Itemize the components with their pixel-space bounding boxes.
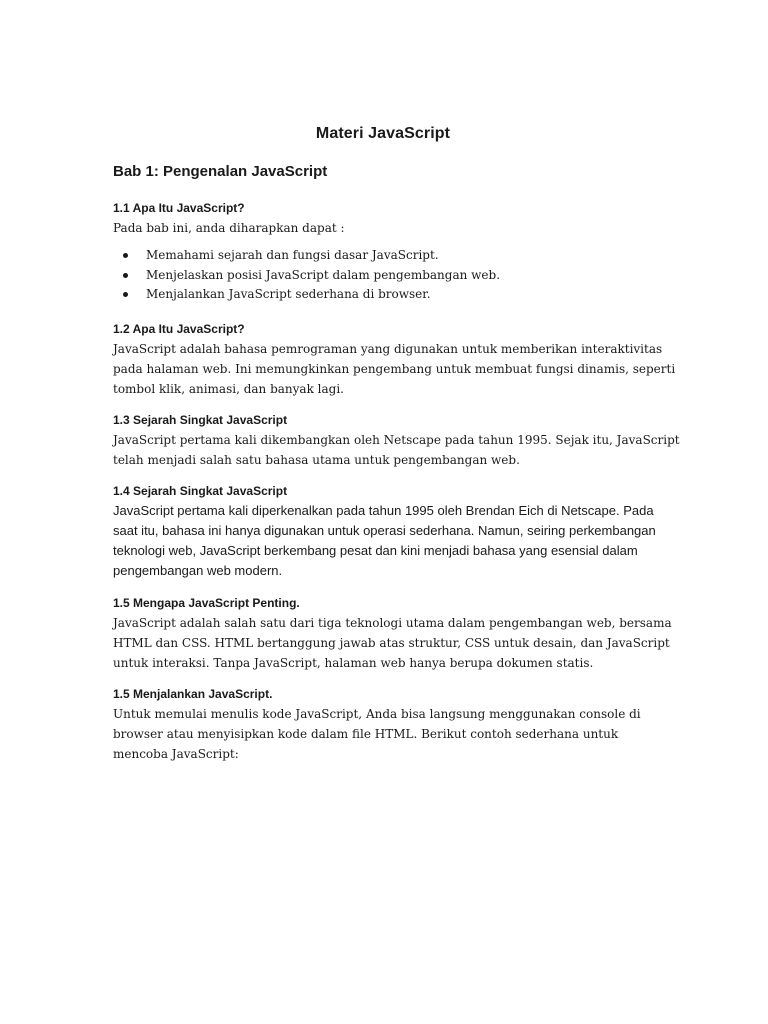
section-1-4 bbox=[113, 481, 658, 581]
paragraph-line: JavaScript pertama kali dikembangkan oleh Netscape pada tahun 1995. Sejak itu, JavaScript bbox=[113, 433, 680, 447]
section-heading: 1.3 Sejarah Singkat JavaScript bbox=[113, 413, 288, 427]
paragraph-line: JavaScript adalah bahasa pemrograman yang digunakan untuk memberikan interaktivitas bbox=[113, 342, 663, 356]
paragraph-line: JavaScript adalah salah satu dari tiga teknologi utama dalam pengembangan web, bersama bbox=[113, 616, 672, 630]
section-1-5-running bbox=[113, 684, 658, 764]
paragraph-line: Untuk memulai menulis kode JavaScript, Anda bisa langsung menggunakan console di bbox=[113, 707, 641, 721]
paragraph-line: untuk interaksi. Tanpa JavaScript, halaman web hanya berupa dokumen statis. bbox=[113, 656, 594, 670]
paragraph-line: mencoba JavaScript: bbox=[113, 747, 239, 761]
paragraph-line: tombol klik, animasi, dan banyak lagi. bbox=[113, 382, 344, 396]
paragraph-line: pada halaman web. Ini memungkinkan pengembang untuk membuat fungsi dinamis, seperti bbox=[113, 362, 676, 376]
document-title: Materi JavaScript bbox=[315, 125, 451, 142]
paragraph-line: pengembangan web modern. bbox=[113, 563, 283, 578]
chapter-title: Bab 1: Pengenalan JavaScript bbox=[113, 163, 328, 180]
section-heading: 1.5 Menjalankan JavaScript. bbox=[113, 687, 273, 701]
bullet-icon bbox=[123, 253, 128, 258]
section-1-2 bbox=[113, 319, 676, 399]
section-intro: Pada bab ini, anda diharapkan dapat : bbox=[113, 221, 345, 235]
section-1-3 bbox=[113, 410, 680, 470]
paragraph-line: JavaScript pertama kali diperkenalkan pada tahun 1995 oleh Brendan Eich di Netscape. Pada bbox=[113, 503, 654, 518]
paragraph-line: telah menjadi salah satu bahasa utama untuk pengembangan web. bbox=[113, 453, 520, 467]
list-item: Menjelaskan posisi JavaScript dalam pengembangan web. bbox=[113, 266, 658, 286]
section-heading: 1.1 Apa Itu JavaScript? bbox=[113, 201, 245, 215]
paragraph-line: teknologi web, JavaScript berkembang pesat dan kini menjadi bahasa yang esensial dalam bbox=[113, 543, 638, 558]
section-1-1 bbox=[113, 198, 658, 305]
list-item: Menjalankan JavaScript sederhana di browser. bbox=[113, 285, 658, 305]
bullet-icon bbox=[123, 273, 128, 278]
bullet-icon bbox=[123, 292, 128, 297]
paragraph-line: saat itu, bahasa ini hanya digunakan untuk operasi sederhana. Namun, seiring perkembangan bbox=[113, 523, 656, 538]
paragraph-line: browser atau menyisipkan kode dalam file HTML. Berikut contoh sederhana untuk bbox=[113, 727, 619, 741]
section-1-5-importance bbox=[113, 593, 672, 673]
list-item: Memahami sejarah dan fungsi dasar JavaScript. bbox=[113, 246, 658, 266]
paragraph-line: HTML dan CSS. HTML bertanggung jawab atas struktur, CSS untuk desain, dan JavaScript bbox=[113, 636, 670, 650]
section-heading: 1.5 Mengapa JavaScript Penting. bbox=[113, 596, 300, 610]
section-heading: 1.4 Sejarah Singkat JavaScript bbox=[113, 484, 288, 498]
section-heading: 1.2 Apa Itu JavaScript? bbox=[113, 322, 245, 336]
objectives-list bbox=[113, 246, 658, 305]
